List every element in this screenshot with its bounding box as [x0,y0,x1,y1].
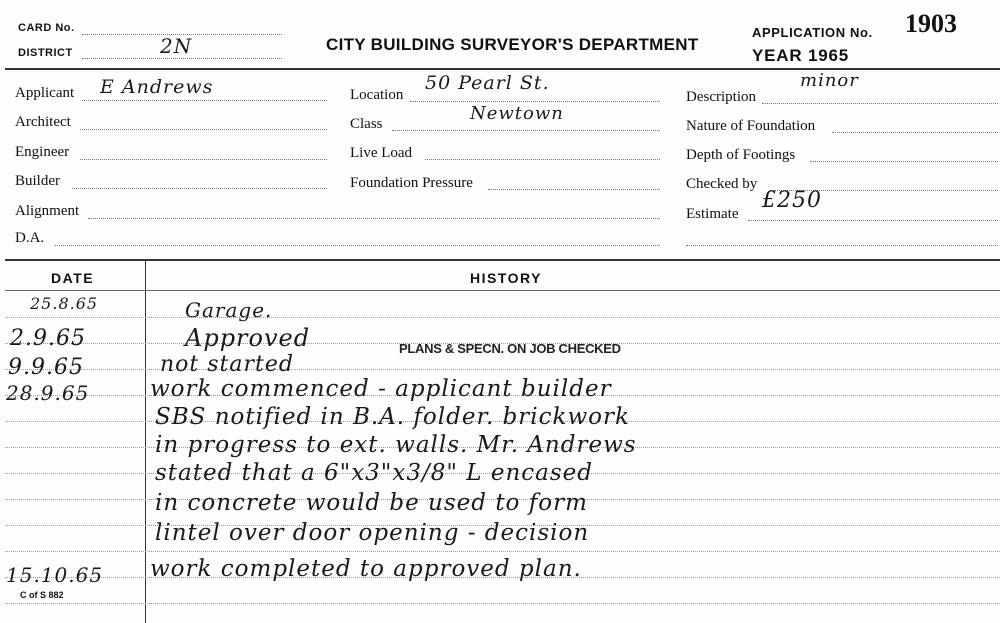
application-number: 1903 [905,9,957,38]
history-line: Approved [185,324,311,352]
history-date: 15.10.65 [6,563,104,587]
applicant-value: E Andrews [100,76,214,98]
nature-of-foundation-line [832,132,998,133]
district-label: DISTRICT [18,47,73,59]
live-load-line [425,159,660,160]
nature-of-foundation-label: Nature of Foundation [686,118,816,134]
architect-line [80,129,327,130]
history-line: stated that a 6"x3"x3/8" L encased [155,460,594,486]
department-title: CITY BUILDING SURVEYOR'S DEPARTMENT [326,35,699,54]
estimate-value: £250 [762,188,822,213]
history-date: 9.9.65 [8,355,84,380]
applicant-line [82,100,327,101]
architect-label: Architect [15,114,71,130]
history-date: 28.9.65 [6,381,90,405]
card-number-label: CARD No. [18,22,75,34]
history-line: Garage. [185,298,273,322]
history-line: in progress to ext. walls. Mr. Andrews [155,432,637,458]
checked-by-label: Checked by [686,176,758,192]
da-label: D.A. [15,230,45,246]
location-value: 50 Pearl St. [425,72,550,94]
engineer-line [80,159,327,160]
history-date: 25.8.65 [30,294,99,313]
estimate-line [748,220,998,221]
history-line: work completed to approved plan. [150,556,582,582]
history-line: not started [160,352,294,377]
engineer-label: Engineer [15,144,70,160]
ruled-line [5,369,1000,370]
district-value: 2N [160,34,193,58]
alignment-line [88,218,660,219]
class-line [392,130,660,131]
class-label: Class [350,116,383,132]
ruled-line [5,603,1000,604]
history-header-divider [5,290,1000,291]
district-line [82,58,282,59]
history-column-header: HISTORY [470,270,542,286]
estimate-label: Estimate [686,206,739,222]
history-date: 2.9.65 [10,326,86,351]
builder-label: Builder [15,173,60,189]
foundation-pressure-line [488,189,660,190]
right-blank-line [686,245,998,246]
application-number-label: APPLICATION No. [752,25,873,40]
live-load-label: Live Load [350,145,413,161]
year-label: YEAR 1965 [752,46,849,65]
location-line [410,101,660,102]
description-value: minor [800,70,859,91]
history-line: SBS notified in B.A. folder. brickwork [155,404,630,430]
applicant-label: Applicant [15,85,75,101]
history-line: in concrete would be used to form [155,490,588,516]
plans-checked-stamp: PLANS & SPECN. ON JOB CHECKED [399,341,621,356]
depth-of-footings-label: Depth of Footings [686,147,796,163]
location-label: Location [350,87,404,103]
date-column-divider [145,261,146,623]
foundation-pressure-label: Foundation Pressure [350,175,473,191]
history-top-border [5,259,1000,261]
form-number: C of S 882 [20,590,64,600]
date-column-header: DATE [51,270,95,286]
history-line: work commenced - applicant builder [150,376,612,402]
ruled-line [5,551,1000,552]
description-label: Description [686,89,756,105]
alignment-label: Alignment [15,203,80,219]
class-value: Newtown [470,103,564,124]
da-line [55,245,660,246]
history-line: lintel over door opening - decision [155,520,590,546]
depth-of-footings-line [810,161,998,162]
ruled-line [5,317,1000,318]
description-line [762,103,998,104]
builder-line [72,188,327,189]
